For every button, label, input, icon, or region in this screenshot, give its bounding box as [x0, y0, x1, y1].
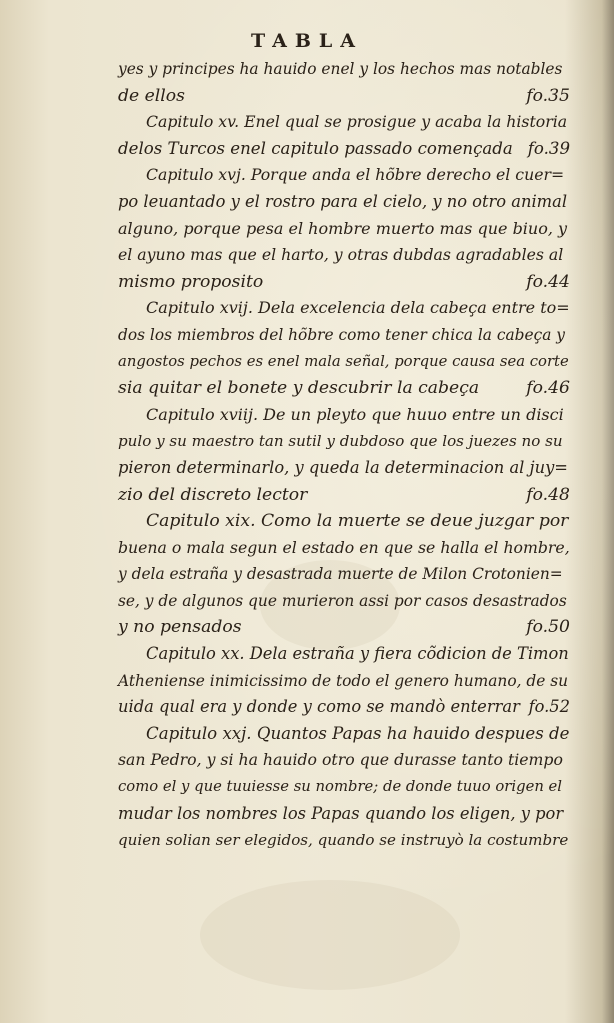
line-text: Capitulo xxj. Quantos Papas ha hauido despues de [146, 723, 570, 743]
line-text: Capitulo xviij. De un pleyto que huuo entre un disci [146, 404, 564, 424]
paper-stain [200, 880, 460, 990]
line-text: el ayuno mas que el harto, y otras dubdas agradables al [118, 245, 564, 265]
folio-number: fo.50 [526, 617, 570, 638]
text-line [118, 295, 570, 322]
line-text: Capitulo xx. Dela estraña y fiera cõdicion de Timon [146, 644, 569, 664]
text-line [118, 56, 570, 83]
folio-number: fo.35 [526, 85, 570, 106]
line-text: yes y principes ha hauido enel y los hechos mas notables [118, 60, 563, 78]
text-line [118, 455, 570, 482]
line-text: Atheniense inimicissimo de todo el genero humano, de su [118, 671, 569, 690]
running-header: TABLA [250, 30, 363, 52]
text-line [118, 668, 570, 695]
line-text: y no pensados [118, 617, 242, 638]
line-text: buena o mala segun el estado en que se halla el hombre, [118, 537, 570, 557]
text-line [118, 721, 570, 748]
text-line [118, 83, 570, 110]
text-line [118, 588, 570, 615]
line-text: Capitulo xv. Enel qual se prosigue y acaba la historia [146, 112, 568, 132]
line-text: dos los miembros del hõbre como tener chica la cabeça y [118, 325, 566, 344]
line-text: pulo y su maestro tan sutil y dubdoso que los juezes no su [118, 432, 563, 451]
line-text: quien solian ser elegidos, quando se instruyò la costumbre [118, 831, 569, 850]
folio-number: fo.44 [526, 271, 570, 292]
folio-number: fo.52 [528, 697, 570, 717]
text-line [118, 801, 570, 828]
line-text: Capitulo xix. Como la muerte se deue juzgar por [146, 511, 569, 532]
text-line [118, 535, 570, 562]
text-line [118, 641, 570, 668]
line-text: pieron determinarlo, y queda la determinacion al juy= [118, 457, 568, 477]
text-line [118, 482, 570, 509]
line-text: como el y que tuuiesse su nombre; de donde tuuo origen el [118, 778, 563, 796]
text-line [118, 216, 570, 243]
line-text: Capitulo xvj. Porque anda el hõbre derecho el cuer= [146, 165, 565, 185]
text-line [118, 774, 570, 801]
line-text: mismo proposito [118, 271, 264, 292]
line-text: uida qual era y donde y como se mandò enterrar [118, 697, 520, 717]
text-line [118, 189, 570, 216]
line-text: angostos pechos es enel mala señal, porque causa sea corte [118, 352, 569, 370]
text-line [118, 508, 570, 535]
folio-number: fo.39 [527, 138, 570, 158]
line-text: delos Turcos enel capitulo passado començada [118, 138, 513, 158]
text-line [118, 349, 570, 376]
line-text: sia quitar el bonete y descubrir la cabeça [118, 378, 480, 399]
line-text: zio del discreto lector [118, 484, 308, 505]
text-line [118, 428, 570, 455]
line-text: alguno, porque pesa el hombre muerto mas que biuo, y [118, 218, 568, 238]
text-line [118, 827, 570, 854]
line-text: se, y de algunos que murieron assi por casos desastrados [118, 591, 567, 610]
line-text: Capitulo xvij. Dela excelencia dela cabeça entre to= [146, 298, 570, 318]
text-line [118, 162, 570, 189]
line-text: san Pedro, y si ha hauido otro que durasse tanto tiempo [118, 750, 563, 770]
text-line [118, 322, 570, 349]
table-of-contents-text [118, 56, 570, 854]
line-text: de ellos [118, 85, 185, 106]
text-line [118, 136, 570, 163]
text-line [118, 747, 570, 774]
text-line [118, 242, 570, 269]
text-line [118, 402, 570, 429]
folio-number: fo.48 [526, 484, 570, 505]
line-text: po leuantado y el rostro para el cielo, y no otro animal [118, 191, 568, 211]
folio-number: fo.46 [526, 378, 570, 399]
text-line [118, 375, 570, 402]
text-line [118, 694, 570, 721]
text-line [118, 614, 570, 641]
text-line [118, 269, 570, 296]
text-line [118, 109, 570, 136]
text-line [118, 561, 570, 588]
line-text: mudar los nombres los Papas quando los eligen, y por [118, 803, 564, 823]
line-text: y dela estraña y desastrada muerte de Milon Crotonien= [118, 565, 563, 584]
